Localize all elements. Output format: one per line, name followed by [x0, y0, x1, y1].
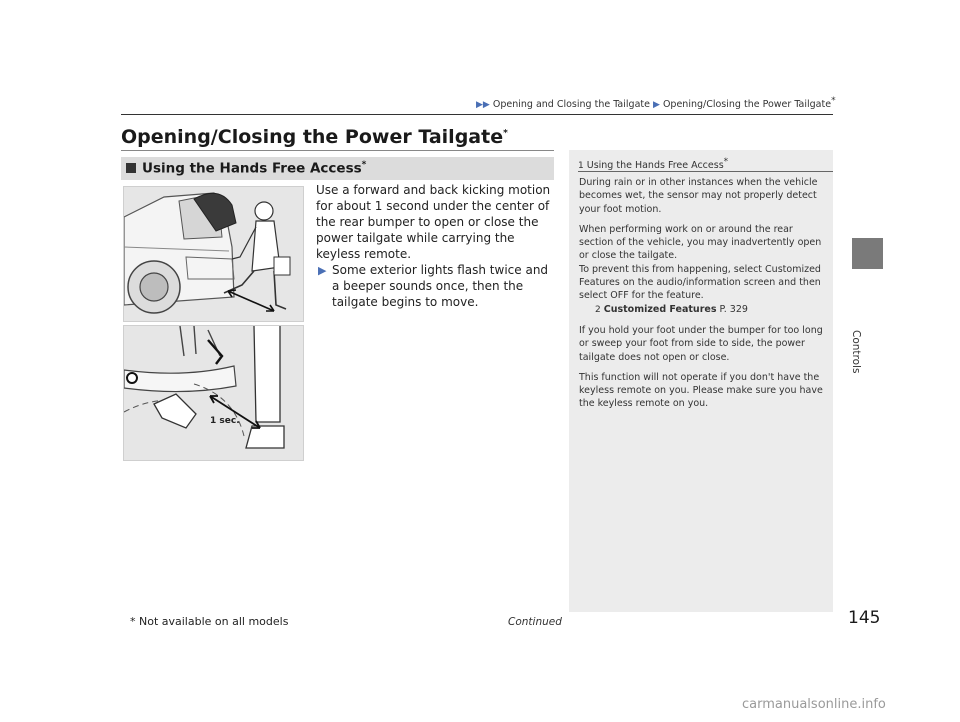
- chapter-tab-marker: [852, 238, 883, 269]
- side-note-paragraph: If you hold your foot under the bumper for too long or sweep your foot from side to side, the power tailgate does not open or close.: [579, 324, 823, 363]
- title-rule: [121, 150, 554, 151]
- watermark: carmanualsonline.info: [742, 697, 886, 712]
- chapter-tab-label-text: Controls: [850, 330, 862, 374]
- breadcrumb-item-current: Opening/Closing the Power Tailgate: [662, 99, 832, 111]
- page-number: 145: [848, 608, 881, 628]
- asterisk: *: [723, 157, 729, 167]
- side-note-text: [579, 176, 829, 418]
- continued-label: Continued: [508, 616, 562, 628]
- cross-reference-page: P. 329: [719, 303, 748, 315]
- foot-kick-illustration: [124, 326, 303, 460]
- page-title-text: Opening/Closing the Power Tailgate: [121, 126, 504, 148]
- asterisk: *: [831, 96, 836, 106]
- body-bullet-text: Some exterior lights flash twice and a beeper sounds once, then the tailgate begins to move.: [332, 263, 549, 309]
- side-note-heading: [578, 157, 728, 171]
- side-note-heading-text: Using the Hands Free Access: [586, 160, 724, 172]
- side-note-rule: [578, 171, 833, 172]
- footnote: * Not available on all models: [130, 615, 289, 628]
- illustration-vehicle-kick: [123, 186, 304, 322]
- triangle-right-icon: ▶: [318, 264, 327, 277]
- side-note-paragraph: During rain or in other instances when the vehicle becomes wet, the sensor may not properly detect your foot motion.: [579, 177, 818, 215]
- body-paragraph: Use a forward and back kicking motion for about 1 second under the center of the rear bumper to open or close the power tailgate while carrying the keyless remote.: [316, 183, 551, 261]
- section-title: [126, 160, 366, 177]
- chapter-tab-label: [850, 278, 883, 374]
- side-note-paragraph: This function will not operate if you don't have the keyless remote on you. Please make sure you have the keyless remote on you.: [579, 371, 823, 410]
- body-bullet: [316, 262, 556, 310]
- page-title: [121, 126, 508, 148]
- square-bullet-icon: [126, 163, 136, 173]
- section-title-text: Using the Hands Free Access: [142, 160, 362, 177]
- triangle-right-icon: ▶: [653, 100, 660, 111]
- side-note-paragraph: When performing work on or around the rear section of the vehicle, you may inadvertently open or close the tailgate.: [579, 223, 822, 262]
- duration-label: 1 sec.: [210, 416, 240, 426]
- breadcrumb: [476, 96, 836, 110]
- body-content: [316, 182, 556, 310]
- side-note-paragraph: To prevent this from happening, select Customized Features on the audio/information screen and then select OFF for the feature.: [579, 263, 821, 302]
- cross-reference-link[interactable]: [579, 303, 829, 317]
- header-rule: [121, 114, 833, 115]
- illustration-foot-kick: [123, 325, 304, 461]
- vehicle-illustration: [124, 187, 303, 321]
- cross-reference-label: Customized Features: [603, 303, 717, 315]
- breadcrumb-item: Opening and Closing the Tailgate: [492, 99, 650, 111]
- reference-arrow-icon: 2: [595, 304, 601, 315]
- reference-arrow-icon: 1: [578, 161, 584, 172]
- asterisk: *: [361, 160, 367, 170]
- triangle-right-icon: ▶▶: [476, 100, 490, 111]
- asterisk: *: [503, 128, 508, 139]
